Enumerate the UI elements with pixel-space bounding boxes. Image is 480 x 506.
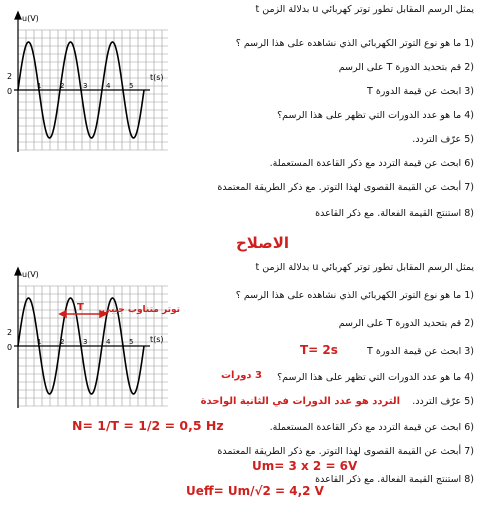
- period-label: T: [77, 302, 84, 313]
- intro-text: يمثل الرسم المقابل تطور توتر كهربائي u بدلالة الزمن t: [255, 262, 474, 273]
- answer-8: Ueff= Um/√2 = 4,2 V: [186, 484, 324, 498]
- question-4: 4) ما هو عدد الدورات التي تظهر على هذا الرسم؟: [277, 372, 474, 383]
- question-1: 1) ما هو نوع التوتر الكهربائي الذي نشاهده على هذا الرسم ؟: [235, 290, 474, 301]
- question-6: 6) ابحث عن قيمة التردد مع ذكر القاعدة المستعملة.: [269, 422, 474, 433]
- y-tick-label: 2: [7, 72, 13, 81]
- question-6: 6) ابحث عن قيمة التردد مع ذكر القاعدة المستعملة.: [269, 158, 474, 169]
- intro-text: يمثل الرسم المقابل تطور توتر كهربائي u بدلالة الزمن t: [255, 4, 474, 15]
- y-tick-label: 2: [7, 328, 13, 337]
- origin-label: 0: [7, 87, 13, 96]
- x-tick-label: 2: [60, 338, 65, 346]
- answer-4: 3 دورات: [220, 370, 262, 381]
- x-tick-label: 1: [37, 82, 42, 90]
- origin-label: 0: [7, 343, 13, 352]
- question-3: 3) ابحث عن قيمة الدورة T: [367, 86, 474, 97]
- question-1: 1) ما هو نوع التوتر الكهربائي الذي نشاهده على هذا الرسم ؟: [235, 38, 474, 49]
- voltage-graph-1: [4, 10, 172, 160]
- question-4: 4) ما هو عدد الدورات التي تظهر على هذا الرسم؟: [277, 110, 474, 121]
- y-axis-label: u(V): [22, 14, 39, 23]
- question-2: 2) قم بتحديد الدورة T على الرسم: [338, 318, 474, 329]
- voltage-graph-2: [4, 266, 172, 416]
- x-axis-label: t(s): [150, 73, 164, 82]
- question-5: 5) عرّف التردد.: [412, 396, 474, 407]
- question-8: 8) استنتج القيمة الفعالة. مع ذكر القاعدة: [315, 208, 474, 219]
- x-tick-label: 4: [106, 82, 111, 90]
- answer-7: Um= 3 x 2 = 6V: [252, 459, 358, 473]
- question-7: 7) أبحث عن القيمة القصوى لهذا التوتر. مع ذكر الطريقة المعتمدة: [217, 182, 474, 193]
- correction-title: الاصلاح: [236, 234, 290, 252]
- x-axis-label: t(s): [150, 335, 164, 344]
- question-8: 8) استنتج القيمة الفعالة. مع ذكر القاعدة: [315, 474, 474, 485]
- x-tick-label: 5: [129, 82, 134, 90]
- y-axis-label: u(V): [22, 270, 39, 279]
- x-tick-label: 2: [60, 82, 65, 90]
- answer-3: T= 2s: [300, 343, 338, 357]
- x-tick-label: 5: [129, 338, 134, 346]
- answer-5: التردد هو عدد الدورات في الثانية الواحدة: [200, 396, 400, 407]
- question-3: 3) ابحث عن قيمة الدورة T: [367, 346, 474, 357]
- answer-1: توتر متناوب جيبي: [101, 305, 180, 315]
- x-tick-label: 1: [37, 338, 42, 346]
- x-tick-label: 3: [83, 338, 88, 346]
- x-tick-label: 3: [83, 82, 88, 90]
- question-2: 2) قم بتحديد الدورة T على الرسم: [338, 62, 474, 73]
- question-7: 7) أبحث عن القيمة القصوى لهذا التوتر. مع ذكر الطريقة المعتمدة: [217, 446, 474, 457]
- x-tick-label: 4: [106, 338, 111, 346]
- answer-6: N= 1/T = 1/2 = 0,5 Hz: [72, 418, 224, 433]
- question-5: 5) عرّف التردد.: [412, 134, 474, 145]
